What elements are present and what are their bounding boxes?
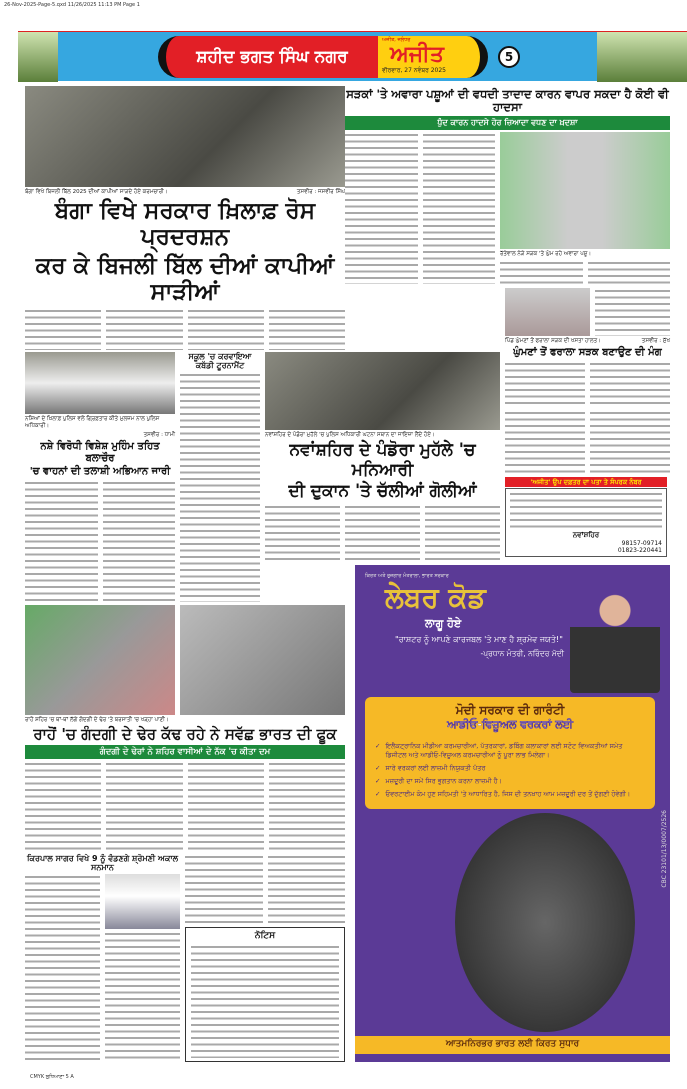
headline-kirpal-sagar: ਕਿਰਪਾਲ ਸਾਗਰ ਵਿਖੇ 9 ਨੂੰ ਵੰਡਣਗੇ ਸ਼੍ਰੋਮਣੀ ਅਕਾਲ ਸਨਮਾਨ	[26, 853, 179, 872]
garbage-photo-2	[180, 605, 345, 715]
headline-nashe-1: ਨਸ਼ੇ ਵਿਰੋਧੀ ਵਿਸ਼ੇਸ਼ ਮੁਹਿੰਮ ਤਹਿਤ ਬਲਾਚੌਰ	[40, 441, 160, 464]
ad-title: ਲੇਬਰ ਕੋਡ	[385, 581, 486, 614]
ad-quote: "ਰਾਸ਼ਟਰ ਨੂੰ ਆਪਣੇ ਕਾਰਜਬਲ 'ਤੇ ਮਾਣ ਹੈ ਸ਼੍ਰਮੇਵ ਜਯਤੇ!"	[395, 634, 563, 644]
road-caption: ਪਿੰਡ ਘੁੰਮਣਾਂ ਤੋਂ ਫਰਾਲਾ ਸੜਕ ਦੀ ਖਸਤਾ ਹਾਲਤ।	[505, 338, 601, 344]
notice-title: ਨੋਟਿਸ	[254, 930, 276, 941]
print-slug: 26-Nov-2025-Page-5.qxd 11/26/2025 11:13 PM Page 1	[4, 2, 140, 8]
road-body	[505, 361, 670, 409]
office-label: ਨਵਾਂਸ਼ਹਿਰ	[572, 531, 600, 539]
notice-box	[185, 927, 345, 1062]
statue-image	[18, 32, 58, 82]
section-title: ਸ਼ਹੀਦ ਭਗਤ ਸਿੰਘ ਨਗਰ	[158, 36, 378, 78]
headline-banga-2: ਕਰ ਕੇ ਬਿਜਲੀ ਬਿੱਲ ਦੀਆਂ ਕਾਪੀਆਂ ਸਾੜੀਆਂ	[35, 252, 335, 306]
guarantee-box	[365, 697, 655, 809]
ad-footer: ਆਤਮਨਿਰਭਰ ਭਾਰਤ ਲਈ ਕਿਰਤ ਸੁਧਾਰ	[355, 1036, 670, 1054]
protest-credit: ਤਸਵੀਰ : ਜਸਵੀਰ ਸਿੰਘ	[296, 189, 345, 195]
ministry-label: ਕਿਰਤ ਅਤੇ ਰੁਜ਼ਗਾਰ ਮੰਤਰਾਲਾ, ਭਾਰਤ ਸਰਕਾਰ	[365, 573, 449, 579]
pm-photo	[570, 583, 660, 693]
headline-road: ਘੁੰਮਣਾਂ ਤੋਂ ਫਰਾਲਾ ਸੜਕ ਬਣਾਉਣ ਦੀ ਮੰਗ	[513, 347, 662, 358]
guarantee-title: ਮੋਦੀ ਸਰਕਾਰ ਦੀ ਗਾਰੰਟੀ	[455, 703, 565, 717]
office-info	[505, 477, 667, 557]
ad-subtitle: ਲਾਗੂ ਹੋਏ	[425, 616, 462, 630]
stray-cattle-body-cont	[500, 260, 670, 284]
check-icon: ✓	[375, 777, 381, 785]
car-photo	[25, 352, 175, 414]
brand-logo	[378, 36, 488, 78]
portrait-photo	[105, 874, 180, 929]
garbage-body	[25, 761, 345, 851]
office-info-title: 'ਅਜੀਤ' ਉਪ ਦਫ਼ਤਰ ਦਾ ਪਤਾ ਤੇ ਸੰਪਰਕ ਨੰਬਰ	[505, 477, 667, 487]
stray-cattle-body	[345, 132, 495, 284]
cattle-photo	[500, 132, 670, 249]
story-road	[505, 288, 670, 408]
story-kabaddi	[180, 352, 260, 602]
story-banga	[25, 86, 345, 350]
cattle-caption: ਰੱਤੇਵਾਲ ਨੇੜੇ ਸੜਕ 'ਤੇ ਘੁੰਮ ਰਹੇ ਅਵਾਰਾ ਪਸ਼ੂ।	[500, 251, 592, 257]
protest-photo	[25, 86, 345, 187]
garbage-body-cont	[185, 854, 345, 924]
masthead	[18, 31, 687, 81]
garbage-photo-1	[25, 605, 175, 715]
nawanshahr-body-cont	[505, 410, 670, 474]
road-intro	[595, 288, 670, 336]
issue-date: ਵੀਰਵਾਰ, 27 ਨਵੰਬਰ 2025	[382, 67, 446, 74]
labour-code-ad	[355, 565, 670, 1062]
guarantee-item: ✓ ਇਲੈਕਟ੍ਰਾਨਿਕ ਮੀਡੀਆ ਕਰਮਚਾਰੀਆਂ, ਪੱਤਰਕਾਰਾਂ, ਡਬਿੰਗ ਕਲਾਕਾਰਾਂ ਲਈ ਸਟੰਟ ਵਿਅਕਤੀਆਂ ਸਮੇਤ ਡਿਜੀਟਲ ਅਤੇ ਆਡੀਓ-ਵਿਜ਼ੂਅਲ ਕਰਮਚਾਰੀਆਂ ਨੂੰ ਪੂਰਾ ਲਾਭ ਮਿਲੇਗਾ।	[375, 742, 623, 759]
guarantee-item: ✓ ਸਾਰੇ ਵਰਕਰਾਂ ਲਈ ਲਾਜ਼ਮੀ ਨਿਯੁਕਤੀ ਪੱਤਰ	[375, 764, 486, 772]
subhead-garbage: ਗੰਦਗੀ ਦੇ ਢੇਰਾਂ ਨੇ ਸ਼ਹਿਰ ਵਾਸੀਆਂ ਦੇ ਨੱਕ 'ਚ ਕੀਤਾ ਦਮ	[25, 745, 345, 759]
print-footer: CMYK ਲੁਧਿਆਣਾ 5 A	[30, 1074, 74, 1080]
car-caption: ਨਸ਼ਿਆਂ ਦੇ ਖ਼ਿਲਾਫ਼ ਪੁਲਿਸ ਵਲੋਂ ਗ੍ਰਿਫ਼ਤਾਰ ਕੀਤੇ ਮੁਲਜ਼ਮ ਨਾਲ ਪੁਲਿਸ ਅਧਿਕਾਰੀ।	[25, 416, 160, 429]
headline-nashe-2: 'ਚ ਵਾਹਨਾਂ ਦੀ ਤਲਾਸ਼ੀ ਅਭਿਆਨ ਜਾਰੀ	[29, 466, 171, 477]
nashe-body	[25, 480, 175, 603]
page-number: 5	[498, 46, 520, 68]
guarantee-subtitle: ਆਡੀਓ-ਵਿਜ਼ੂਅਲ ਵਰਕਰਾਂ ਲਈ	[447, 718, 573, 731]
ad-code: CBC 23101/13/0007/2526	[661, 810, 668, 888]
story-garbage	[25, 605, 345, 1062]
memorial-image	[597, 32, 687, 82]
story-stray-cattle	[345, 88, 670, 284]
guarantee-item: ✓ ਮਜ਼ਦੂਰੀ ਦਾ ਸਮੇਂ ਸਿਰ ਭੁਗਤਾਨ ਕਰਨਾ ਲਾਜ਼ਮੀ ਹੈ।	[375, 777, 503, 785]
office-info-box	[505, 488, 667, 557]
office-phone-2: 01823-220441	[617, 547, 662, 554]
headline-garbage: ਰਾਹੋਂ 'ਚ ਗੰਦਗੀ ਦੇ ਢੇਰ ਕੱਢ ਰਹੇ ਨੇ ਸਵੱਛ ਭਾਰਤ ਦੀ ਫੂਕ	[33, 725, 337, 743]
check-icon: ✓	[375, 742, 381, 750]
road-photo	[505, 288, 590, 336]
studio-photo	[455, 813, 635, 1032]
protest-caption: ਬੰਗਾ ਵਿਖੇ ਬਿਜਲੀ ਬਿੱਲ 2025 ਦੀਆਂ ਕਾਪੀਆਂ ਸਾੜਦੇ ਹੋਏ ਕਰਮਚਾਰੀ।	[25, 189, 168, 195]
shop-photo	[265, 352, 500, 430]
story-nashe	[25, 352, 175, 602]
shop-caption: ਨਵਾਂਸ਼ਹਿਰ ਦੇ ਪੰਡੋਰਾ ਮੁਹੱਲੇ 'ਚ ਪੁਲਿਸ ਅਧਿਕਾਰੀ ਘਟਨਾ ਸਥਾਨ ਦਾ ਜਾਇਜ਼ਾ ਲੈਂਦੇ ਹੋਏ।	[265, 432, 435, 438]
kabaddi-body	[180, 372, 260, 602]
story-kirpal-sagar	[25, 854, 180, 1062]
kirpal-sagar-body	[25, 874, 180, 1062]
nawanshahr-body	[265, 504, 500, 560]
office-phone-1: 98157-09714	[621, 540, 662, 547]
brand-location: ਅਜੀਤ, ਜਲੰਧਰ	[382, 37, 411, 43]
car-credit: ਤਸਵੀਰ : ਧਾਮੀ	[143, 432, 175, 438]
banga-body	[25, 308, 345, 350]
headline-banga-1: ਬੰਗਾ ਵਿਖੇ ਸਰਕਾਰ ਖ਼ਿਲਾਫ਼ ਰੋਸ ਪ੍ਰਦਰਸ਼ਨ	[54, 198, 316, 251]
subhead-stray-cattle: ਧੁੰਦ ਕਾਰਨ ਹਾਦਸੇ ਹੋਰ ਜ਼ਿਆਦਾ ਵਧਣ ਦਾ ਖ਼ਦਸ਼ਾ	[345, 116, 670, 130]
guarantee-item: ✓ ਓਵਰਟਾਈਮ ਕੰਮ ਹੁਣ ਸਹਿਮਤੀ 'ਤੇ ਆਧਾਰਿਤ ਹੈ, ਜਿਸ ਦੀ ਤਨਖ਼ਾਹ ਆਮ ਮਜ਼ਦੂਰੀ ਦਰ ਤੋਂ ਦੁੱਗਣੀ ਹੋਵੇਗੀ।	[375, 790, 631, 798]
headline-kabaddi: ਸਕੂਲ 'ਚ ਕਰਵਾਇਆ ਕਬੱਡੀ ਟੂਰਨਾਮੈਂਟ	[188, 352, 252, 371]
brand-name: ਅਜੀਤ	[390, 42, 444, 67]
headline-nawanshahr-1: ਨਵਾਂਸ਼ਹਿਰ ਦੇ ਪੰਡੋਰਾ ਮੁਹੱਲੇ 'ਚ ਮਨਿਆਰੀ	[289, 440, 476, 480]
headline-stray-cattle: ਸੜਕਾਂ 'ਤੇ ਅਵਾਰਾ ਪਸ਼ੂਆਂ ਦੀ ਵਧਦੀ ਤਾਦਾਦ ਕਾਰਨ ਵਾਪਰ ਸਕਦਾ ਹੈ ਕੋਈ ਵੀ ਹਾਦਸਾ	[346, 87, 669, 115]
headline-nawanshahr-2: ਦੀ ਦੁਕਾਨ 'ਤੇ ਚੱਲੀਆਂ ਗੋਲੀਆਂ	[288, 481, 477, 502]
ad-quote-author: -ਪ੍ਰਧਾਨ ਮੰਤਰੀ, ਨਰਿੰਦਰ ਮੋਦੀ	[480, 648, 564, 658]
check-icon: ✓	[375, 764, 381, 772]
road-credit: ਤਸਵੀਰ : ਸੁੱਖ	[641, 338, 670, 344]
story-nawanshahr	[265, 352, 500, 560]
check-icon: ✓	[375, 790, 381, 798]
garbage-caption: ਰਾਹੋਂ ਸ਼ਹਿਰ 'ਚ ਥਾਂ-ਥਾਂ ਲੱਗੇ ਗੰਦਗੀ ਦੇ ਢੇਰ 'ਤੇ ਬਰਸਾਤੀ 'ਚ ਖੜ੍ਹਾ ਪਾਣੀ।	[25, 717, 169, 723]
